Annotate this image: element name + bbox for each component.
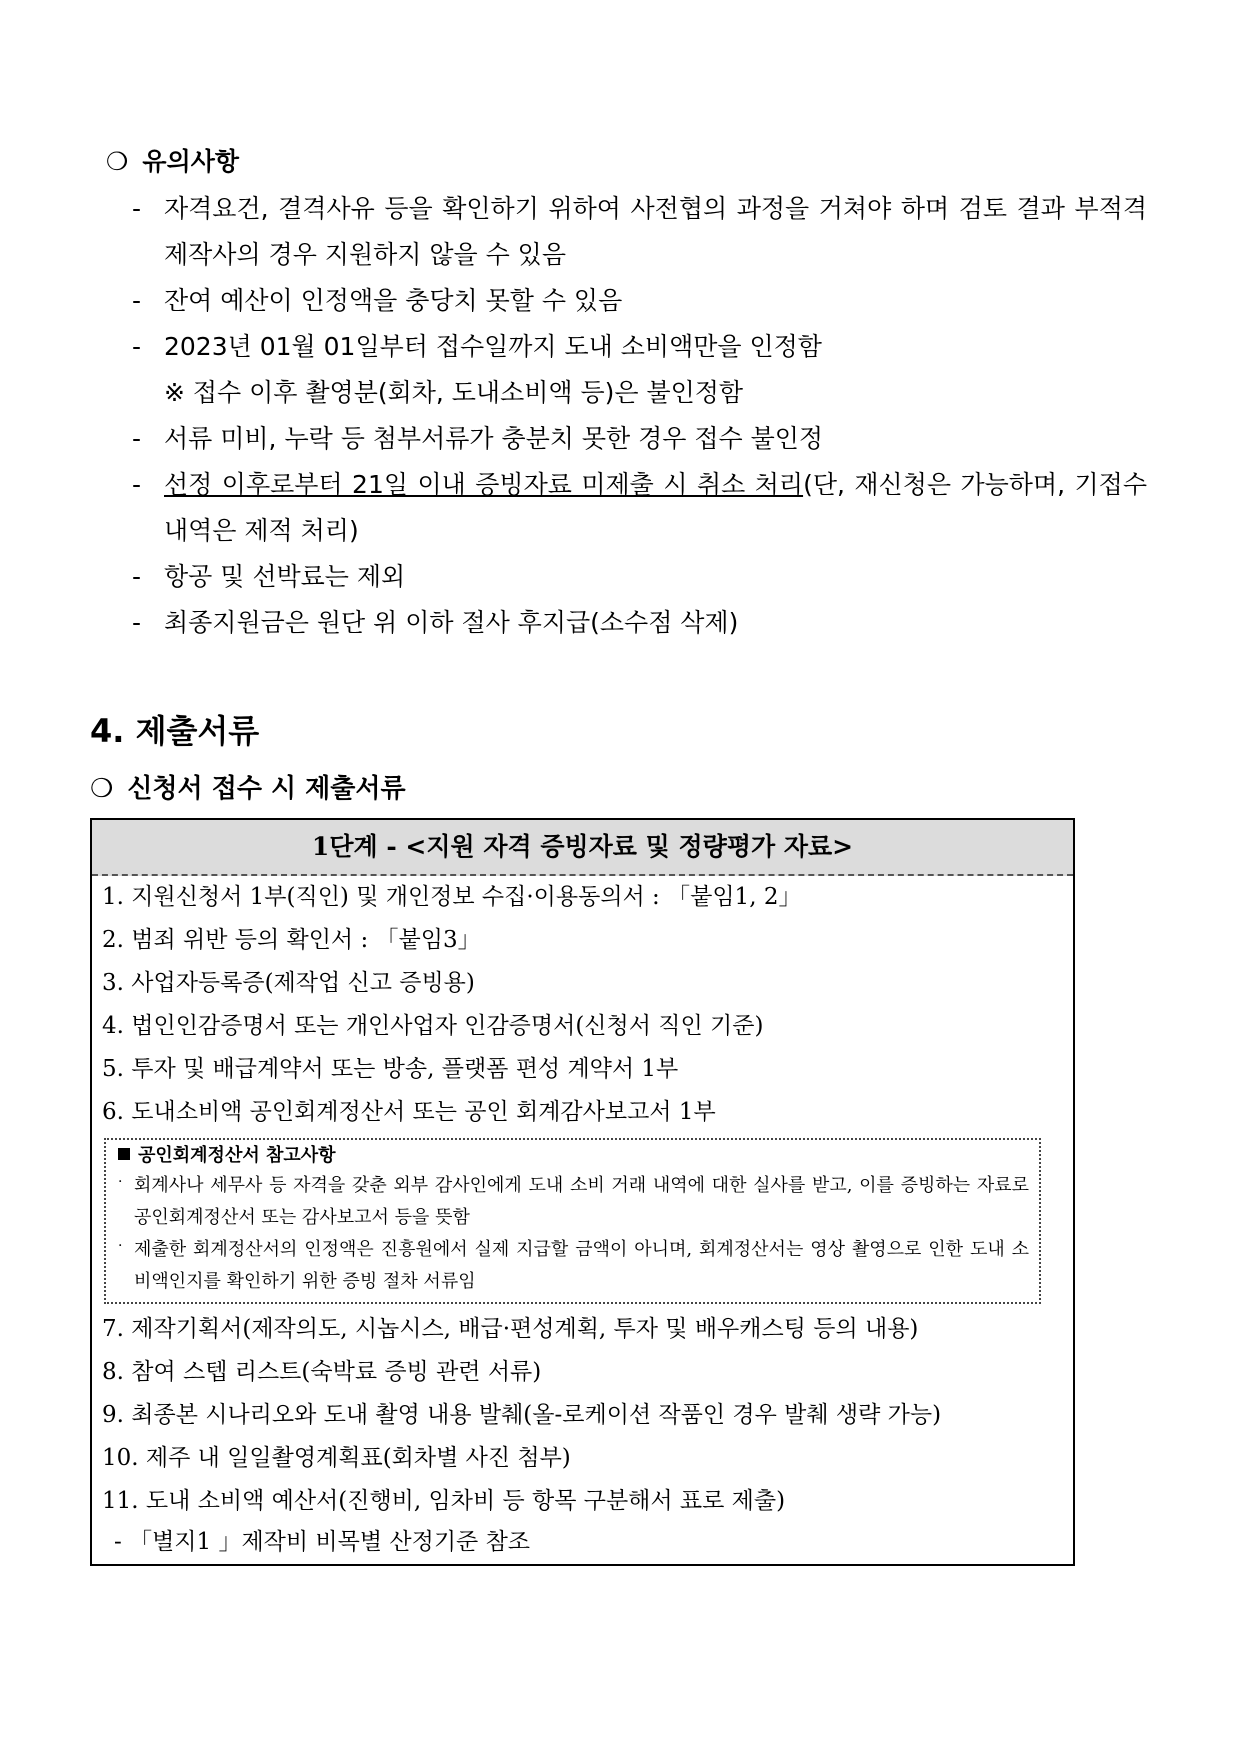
note-item: - 잔여 예산이 인정액을 충당치 못할 수 있음 bbox=[132, 286, 623, 315]
note-item: - 2023년 01월 01일부터 접수일까지 도내 소비액만을 인정함 bbox=[132, 332, 822, 361]
circle-bullet-icon: ❍ bbox=[90, 774, 114, 804]
table-header: 1단계 - <지원 자격 증빙자료 및 정량평가 자료> bbox=[92, 820, 1073, 876]
dot-bullet-icon: · bbox=[118, 1238, 123, 1254]
reference-title: 공인회계정산서 참고사항 bbox=[118, 1142, 1029, 1170]
note-subnote: ※ 접수 이후 촬영분(회차, 도내소비액 등)은 불인정함 bbox=[164, 378, 744, 407]
requirement-item: 9. 최종본 시나리오와 도내 촬영 내용 발췌(올-로케이션 작품인 경우 발췌 생략 가능) bbox=[102, 1402, 942, 1428]
reference-item: · 제출한 회계정산서의 인정액은 진흥원에서 실제 지급할 금액이 아니며, 회계정산서는 영상 촬영으로 인한 도내 소비액인지를 확인하기 위한 증빙 절차 서류임 bbox=[118, 1234, 1029, 1298]
notes-heading bbox=[106, 142, 239, 178]
note-item: - 최종지원금은 원단 위 이하 절사 후지급(소수점 삭제) bbox=[132, 608, 739, 637]
requirement-item: 10. 제주 내 일일촬영계획표(회차별 사진 첨부) bbox=[102, 1445, 571, 1471]
requirement-item: 2. 범죄 위반 등의 확인서 : 「붙임3」 bbox=[102, 927, 481, 953]
requirement-item: 11. 도내 소비액 예산서(진행비, 임차비 등 항목 구분해서 표로 제출) bbox=[102, 1488, 786, 1514]
circle-bullet-icon: ❍ bbox=[106, 147, 129, 176]
dot-bullet-icon: · bbox=[118, 1174, 123, 1190]
reference-box bbox=[104, 1138, 1041, 1304]
requirement-item: 7. 제작기획서(제작의도, 시놉시스, 배급·편성계획, 투자 및 배우캐스팅 등의 내용) bbox=[102, 1316, 919, 1342]
sub-heading bbox=[90, 768, 406, 805]
requirement-item: 1. 지원신청서 1부(직인) 및 개인정보 수집·이용동의서 : 「붙임1, 2」 bbox=[102, 884, 802, 910]
requirement-item: 4. 법인인감증명서 또는 개인사업자 인감증명서(신청서 직인 기준) bbox=[102, 1013, 764, 1039]
reference-item: · 회계사나 세무사 등 자격을 갖춘 외부 감사인에게 도내 소비 거래 내역에 대한 실사를 받고, 이를 증빙하는 자료로 공인회계정산서 또는 감사보고서 등을 뜻함 bbox=[118, 1170, 1029, 1234]
requirement-item: 5. 투자 및 배급계약서 또는 방송, 플랫폼 편성 계약서 1부 bbox=[102, 1056, 679, 1082]
note-item-underlined: - 선정 이후로부터 21일 이내 증빙자료 미제출 시 취소 처리(단, 재신청은 가능하며, 기접수 내역은 제적 처리) bbox=[132, 470, 1147, 545]
note-item: - 항공 및 선박료는 제외 bbox=[132, 562, 406, 591]
notes-heading-text: 유의사항 bbox=[142, 147, 240, 176]
reference-note: - 「별지1 」제작비 비목별 산정기준 참조 bbox=[114, 1529, 531, 1555]
sub-heading-text: 신청서 접수 시 제출서류 bbox=[127, 774, 406, 804]
underlined-text: 선정 이후로부터 21일 이내 증빙자료 미제출 시 취소 처리 bbox=[164, 470, 804, 499]
requirement-item: 8. 참여 스텝 리스트(숙박료 증빙 관련 서류) bbox=[102, 1359, 542, 1385]
documents-table bbox=[90, 818, 1075, 1566]
requirement-item: 6. 도내소비액 공인회계정산서 또는 공인 회계감사보고서 1부 bbox=[102, 1099, 716, 1125]
note-item: - 자격요건, 결격사유 등을 확인하기 위하여 사전협의 과정을 거쳐야 하며 검토 결과 부적격 제작사의 경우 지원하지 않을 수 있음 bbox=[132, 194, 1147, 269]
note-item: - 서류 미비, 누락 등 첨부서류가 충분치 못한 경우 접수 불인정 bbox=[132, 424, 824, 453]
notes-list bbox=[132, 186, 1147, 646]
section-title: 4. 제출서류 bbox=[90, 712, 260, 750]
requirement-item: 3. 사업자등록증(제작업 신고 증빙용) bbox=[102, 970, 475, 996]
square-bullet-icon bbox=[118, 1148, 130, 1160]
